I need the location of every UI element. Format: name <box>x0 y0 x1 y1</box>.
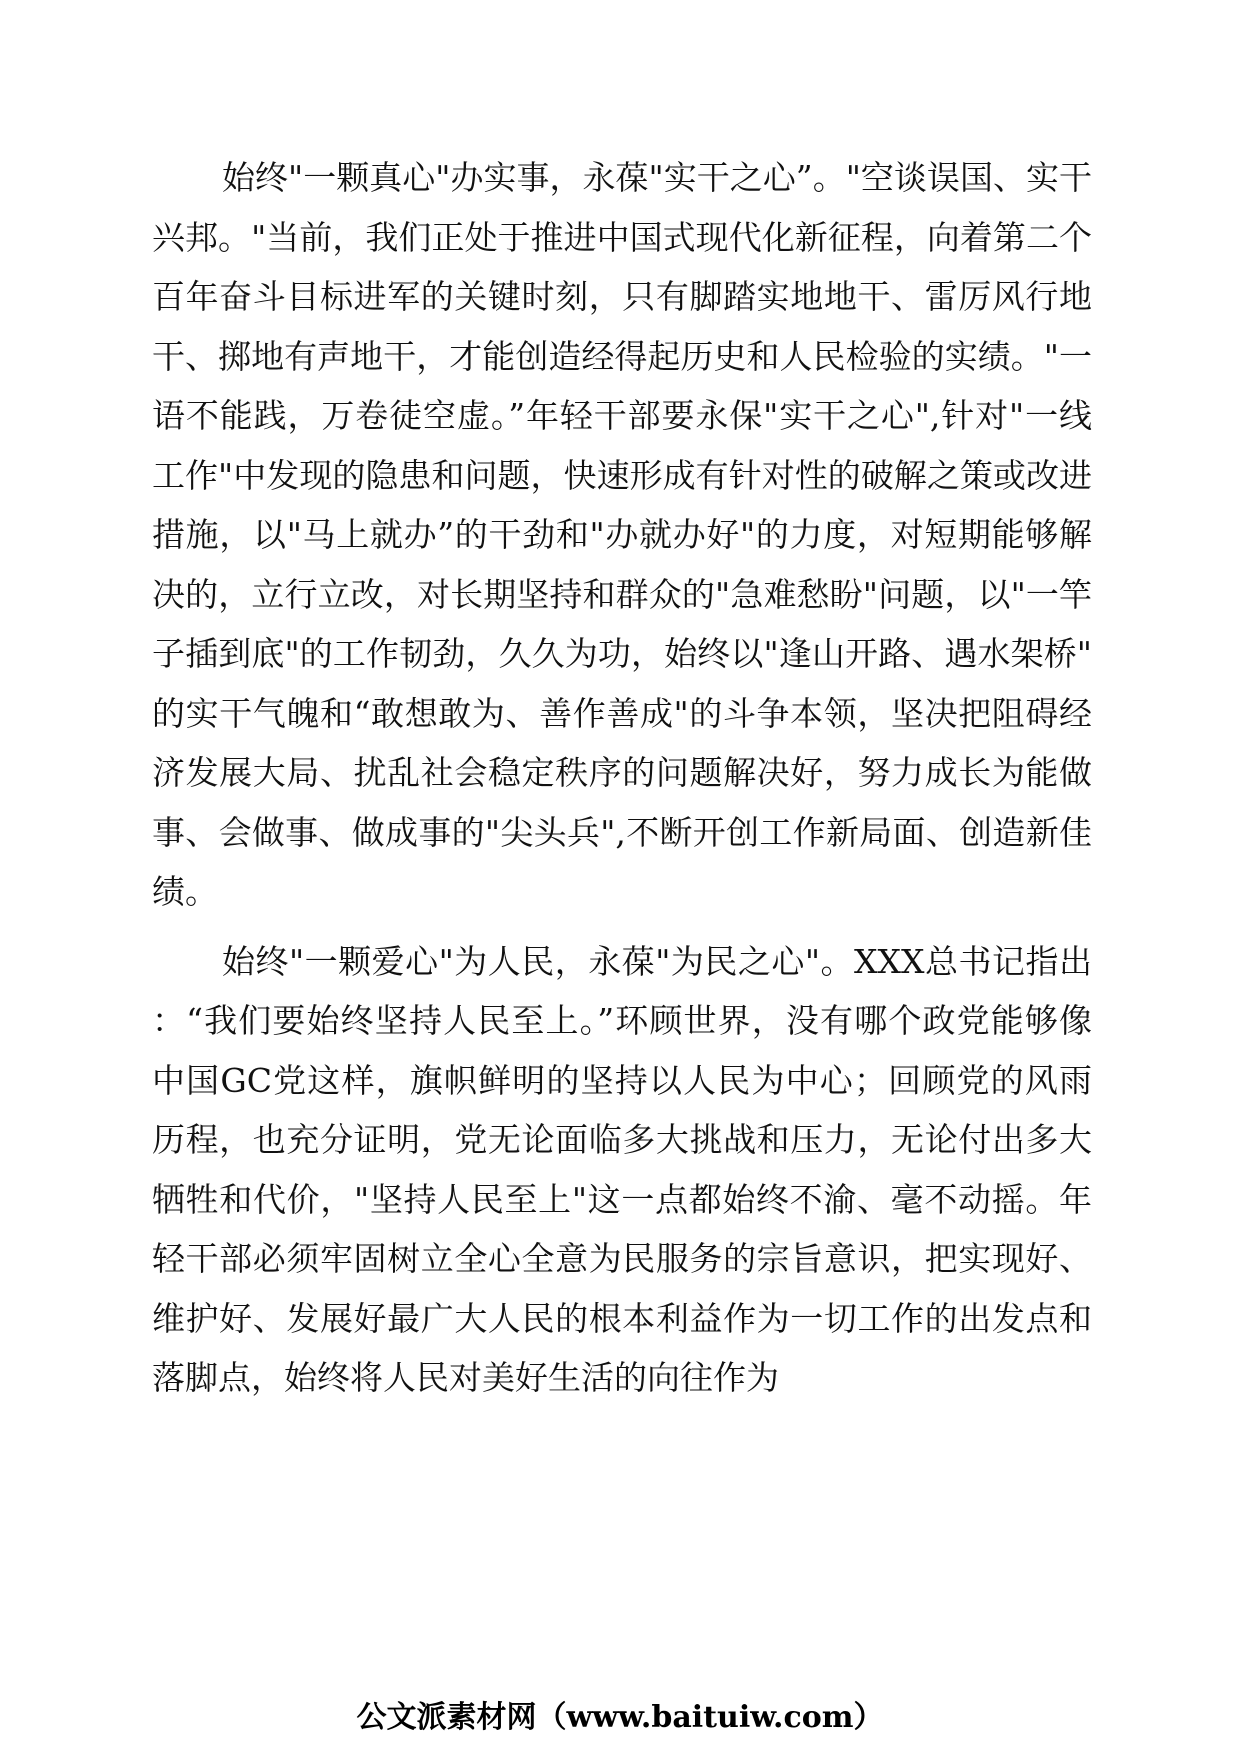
paragraph-1: 始终"一颗真心"办实事，永葆"实干之心”。"空谈误国、实干兴邦。"当前，我们正处于推进中国式现代化新征程，向着第二个百年奋斗目标进军的关键时刻，只有脚踏实地地干、雷厉风行地干、掷地有声地干，才能创造经得起历史和人民检验的实绩。"一语不能践，万卷徒空虚。”年轻干部要永保"实干之心",针对"一线工作"中发现的隐患和问题，快速形成有针对性的破解之策或改进措施，以"马上就办”的干劲和"办就办好"的力度，对短期能够解决的，立行立改，对长期坚持和群众的"急难愁盼"问题，以"一竿子插到底"的工作韧劲，久久为功，始终以"逢山开路、遇水架桥"的实干气魄和“敢想敢为、善作善成"的斗争本领，坚决把阻碍经济发展大局、扰乱社会稳定秩序的问题解决好，努力成长为能做事、会做事、做成事的"尖头兵",不断开创工作新局面、创造新佳绩。 <box>152 158 1092 911</box>
paragraph-2: 始终"一颗爱心"为人民，永葆"为民之心"。XXX总书记指出：“我们要始终坚持人民至上。”环顾世界，没有哪个政党能够像中国GC党这样，旗帜鲜明的坚持以人民为中心；回顾党的风雨历程，也充分证明，党无论面临多大挑战和压力，无论付出多大牺牲和代价，"坚持人民至上"这一点都始终不渝、毫不动摇。年轻干部必须牢固树立全心全意为民服务的宗旨意识，把实现好、维护好、发展好最广大人民的根本利益作为一切工作的出发点和落脚点，始终将人民对美好生活的向往作为 <box>152 941 1092 1397</box>
document-body <box>152 148 1092 1418</box>
footer-watermark: 公文派素材网（www.baituiw.com） <box>356 1700 884 1735</box>
